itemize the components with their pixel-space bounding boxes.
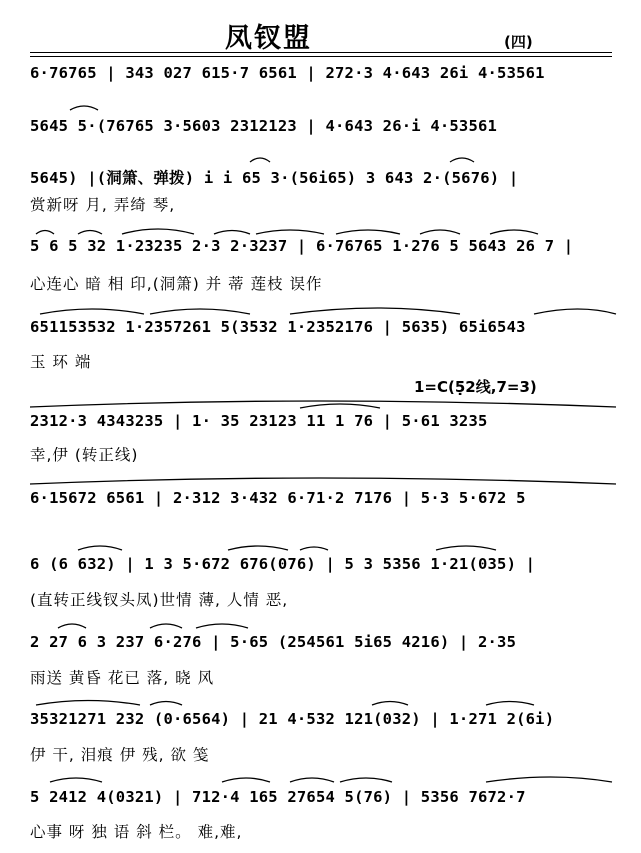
notation-row: 2 27 6 3 237 6·276 | 5·65 (254561 5i65 4216) | 2·35 bbox=[30, 633, 517, 651]
slur-arc bbox=[222, 778, 270, 782]
notation-row: 2312·3 4343235 | 1· 35 23123 11 1 76 | 5·61 3235 bbox=[30, 412, 488, 430]
slur-arc bbox=[150, 309, 250, 314]
slur-arc bbox=[450, 158, 474, 162]
slur-arc bbox=[290, 308, 460, 314]
slur-arc bbox=[300, 547, 328, 550]
slur-arc bbox=[78, 231, 102, 235]
lyric-row: 雨送 黄昏 花已 落, 晓 风 bbox=[30, 669, 215, 687]
notation-row: 5645) |(洞箫、弹拨) i i 65 3·(56i65) 3 643 2·(5676) | bbox=[30, 169, 519, 187]
notation-row: 35321271 232 (0·6564) | 21 4·532 121(032) | 1·271 2(6i) bbox=[30, 710, 555, 728]
slur-arc bbox=[122, 229, 194, 234]
lyric-row: (直转正线钗头凤)世情 薄, 人情 恶, bbox=[30, 591, 289, 609]
slur-arc bbox=[78, 546, 122, 550]
notation-row: 651153532 1·2357261 5(3532 1·2352176 | 5635) 65i6543 bbox=[30, 318, 526, 336]
slur-arc bbox=[300, 404, 380, 408]
slur-arc bbox=[30, 401, 616, 407]
slur-arc bbox=[336, 230, 400, 234]
lyric-row: 伊 干, 泪痕 伊 残, 欲 笺 bbox=[30, 746, 210, 764]
notation-row: 5645 5·(76765 3·5603 2312123 | 4·643 26·i 4·53561 bbox=[30, 117, 498, 135]
slur-arc bbox=[490, 230, 538, 234]
top-border-line-inner bbox=[30, 56, 612, 57]
slur-arc bbox=[196, 624, 248, 628]
slur-arc bbox=[70, 106, 98, 110]
slur-arc bbox=[40, 309, 144, 314]
slur-arc bbox=[250, 158, 270, 162]
slur-arc bbox=[436, 546, 496, 550]
slur-arc bbox=[486, 702, 534, 706]
slur-arc bbox=[486, 777, 612, 782]
notation-row: 6·15672 6561 | 2·312 3·432 6·71·2 7176 | 5·3 5·672 5 bbox=[30, 489, 526, 507]
notation-row: 6·76765 | 343 027 615·7 6561 | 272·3 4·643 26i 4·53561 bbox=[30, 64, 545, 82]
slur-arc bbox=[150, 702, 182, 706]
lyric-row: 心事 呀 独 语 斜 栏。 难,难, bbox=[30, 823, 243, 841]
key-change-label: 1=C(5̣2线,7=3) bbox=[414, 378, 537, 396]
lyric-row: 幸,伊 (转正线) bbox=[30, 446, 139, 464]
slur-arc bbox=[58, 624, 86, 628]
slur-arc bbox=[50, 778, 102, 782]
slur-arc bbox=[150, 624, 182, 628]
slur-arc bbox=[36, 231, 54, 235]
lyric-row: 心连心 暗 相 印,(洞箫) 并 蒂 莲枝 误作 bbox=[30, 275, 323, 293]
lyric-row: 玉 环 端 bbox=[30, 353, 92, 371]
slur-arc bbox=[340, 778, 392, 782]
slur-arc bbox=[30, 478, 616, 484]
notation-row: 5 2412 4(0321) | 712·4 165 27654 5(76) | 5356 7672·7 bbox=[30, 788, 526, 806]
top-border-line bbox=[30, 52, 612, 53]
slur-arc bbox=[214, 231, 250, 235]
slur-arc bbox=[534, 309, 616, 314]
notation-row: 6 (6 632) | 1 3 5·672 676(076) | 5 3 5356 1·21(035) | bbox=[30, 555, 536, 573]
slur-arc bbox=[290, 778, 334, 782]
notation-row: 5 6 5 32 1·23235 2·3 2·3237 | 6·76765 1·276 5 5643 26 7 | bbox=[30, 237, 574, 255]
part-number: (四) bbox=[504, 33, 533, 51]
slur-arc bbox=[256, 230, 324, 234]
lyric-row: 赏新呀 月, 弄绮 琴, bbox=[30, 196, 176, 214]
slur-arc bbox=[228, 546, 288, 550]
slur-arc bbox=[420, 230, 460, 234]
slur-arc bbox=[36, 701, 140, 706]
song-title: 凤钗盟 bbox=[225, 23, 312, 54]
slur-arc bbox=[372, 702, 408, 706]
